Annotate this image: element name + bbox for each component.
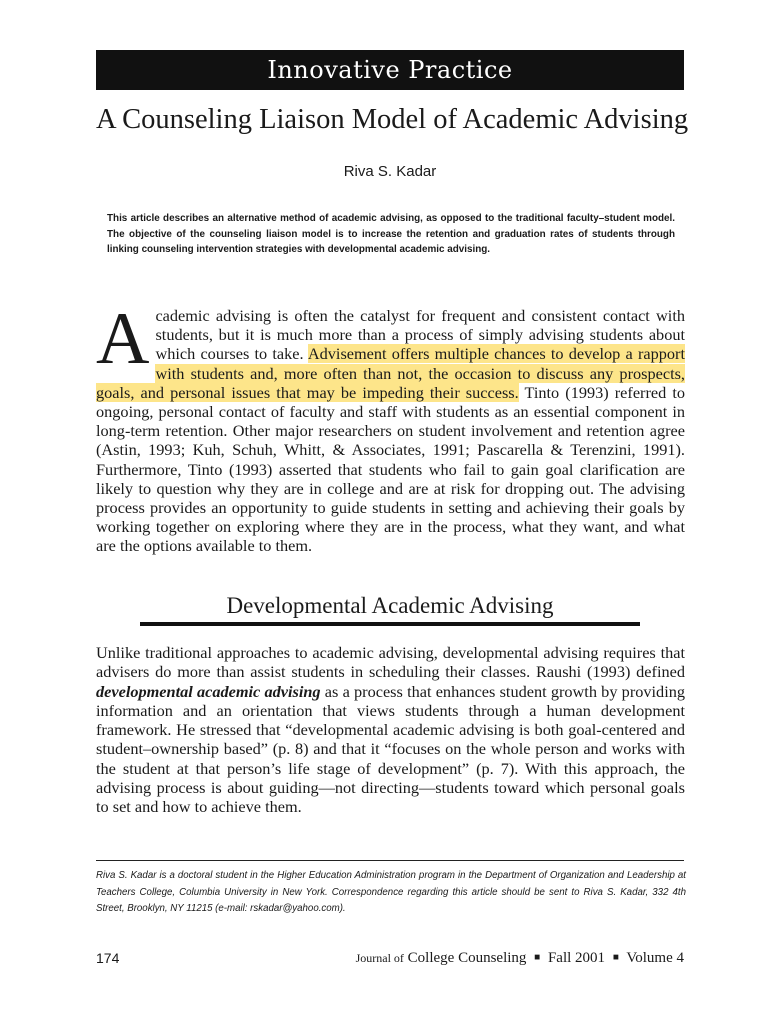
intro-text-end: Tinto (1993) referred to ongoing, personal contact of faculty and staff with students as an essential component in long-term retention. Other major researchers on student involvement and retention agree (Astin, 1993; Kuh, Schuh, Whitt, & Associates, 1991; Pascarella & Terenzini, 1991). Furthermore, Tinto (1993) asserted that students who fail to gain goal clarification are likely to question why they are in college and are at risk for dropping out. The advising process provides an opportunity to guide students in setting and achieving their goals by working together on exploring where they are in the process, what they want, and what are the options available to them. bbox=[96, 382, 685, 556]
issue-date: Fall 2001 bbox=[547, 950, 606, 966]
article-title: A Counseling Liaison Model of Academic Advising bbox=[96, 104, 689, 135]
volume: Volume 4 bbox=[626, 950, 684, 966]
square-bullet-icon: ■ bbox=[612, 952, 619, 963]
footnote-divider bbox=[96, 860, 684, 861]
drop-cap: A bbox=[96, 298, 150, 380]
journal-prefix: Journal of bbox=[355, 951, 404, 965]
page-number: 174 bbox=[96, 950, 120, 966]
author-name: Riva S. Kadar bbox=[343, 163, 437, 180]
journal-name: College Counseling bbox=[407, 950, 527, 966]
abstract: This article describes an alternative method of academic advising, as opposed to the traditional faculty–student model. The objective of the counseling liaison model is to increase the retention and graduation rates of students through linking counseling intervention strategies with developmental academic advising. bbox=[107, 213, 675, 255]
section-paragraph bbox=[96, 643, 685, 817]
section-heading: Developmental Academic Advising bbox=[226, 593, 554, 618]
section-label: Innovative Practice bbox=[267, 56, 513, 84]
defined-term: developmental academic advising bbox=[96, 681, 321, 701]
section-banner bbox=[96, 50, 684, 90]
intro-text-start: cademic advising is often the catalyst for frequent and consistent contact with students, but it is much more than a process of simply advising students about which courses to take. bbox=[155, 306, 685, 364]
section-text-start: Unlike traditional approaches to academic advising, developmental advising requires that advisers do more than assist students in scheduling their classes. Raushi (1993) defined bbox=[96, 643, 685, 682]
section-text-end: as a process that enhances student growth by providing information and an orientation that views students through a human development framework. He stressed that “developmental academic advising is both goal-centered and student–ownership based” (p. 8) and that it “focuses on the whole person and works with the student at that person’s life stage of development” (p. 7). With this approach, the advising process is about guiding—not directing—students toward which personal goals to set and how to achieve them. bbox=[96, 681, 685, 817]
section-divider bbox=[140, 622, 640, 626]
square-bullet-icon: ■ bbox=[534, 952, 541, 963]
author-footnote: Riva S. Kadar is a doctoral student in the Higher Education Administration program in the Department of Organization and Leadership at Teachers College, Columbia University in New York. Correspondence regarding this article should be sent to Riva S. Kadar, 332 4th Street, Brooklyn, NY 11215 (e-mail: rskadar@yahoo.com). bbox=[96, 870, 686, 914]
running-footer bbox=[290, 948, 684, 968]
highlighted-text[interactable]: Advisement offers multiple chances to develop a rapport with students and, more often than not, the occasion to discuss any prospects, goals, and personal issues that may be impeding their success. bbox=[96, 344, 685, 402]
intro-paragraph bbox=[96, 298, 685, 556]
